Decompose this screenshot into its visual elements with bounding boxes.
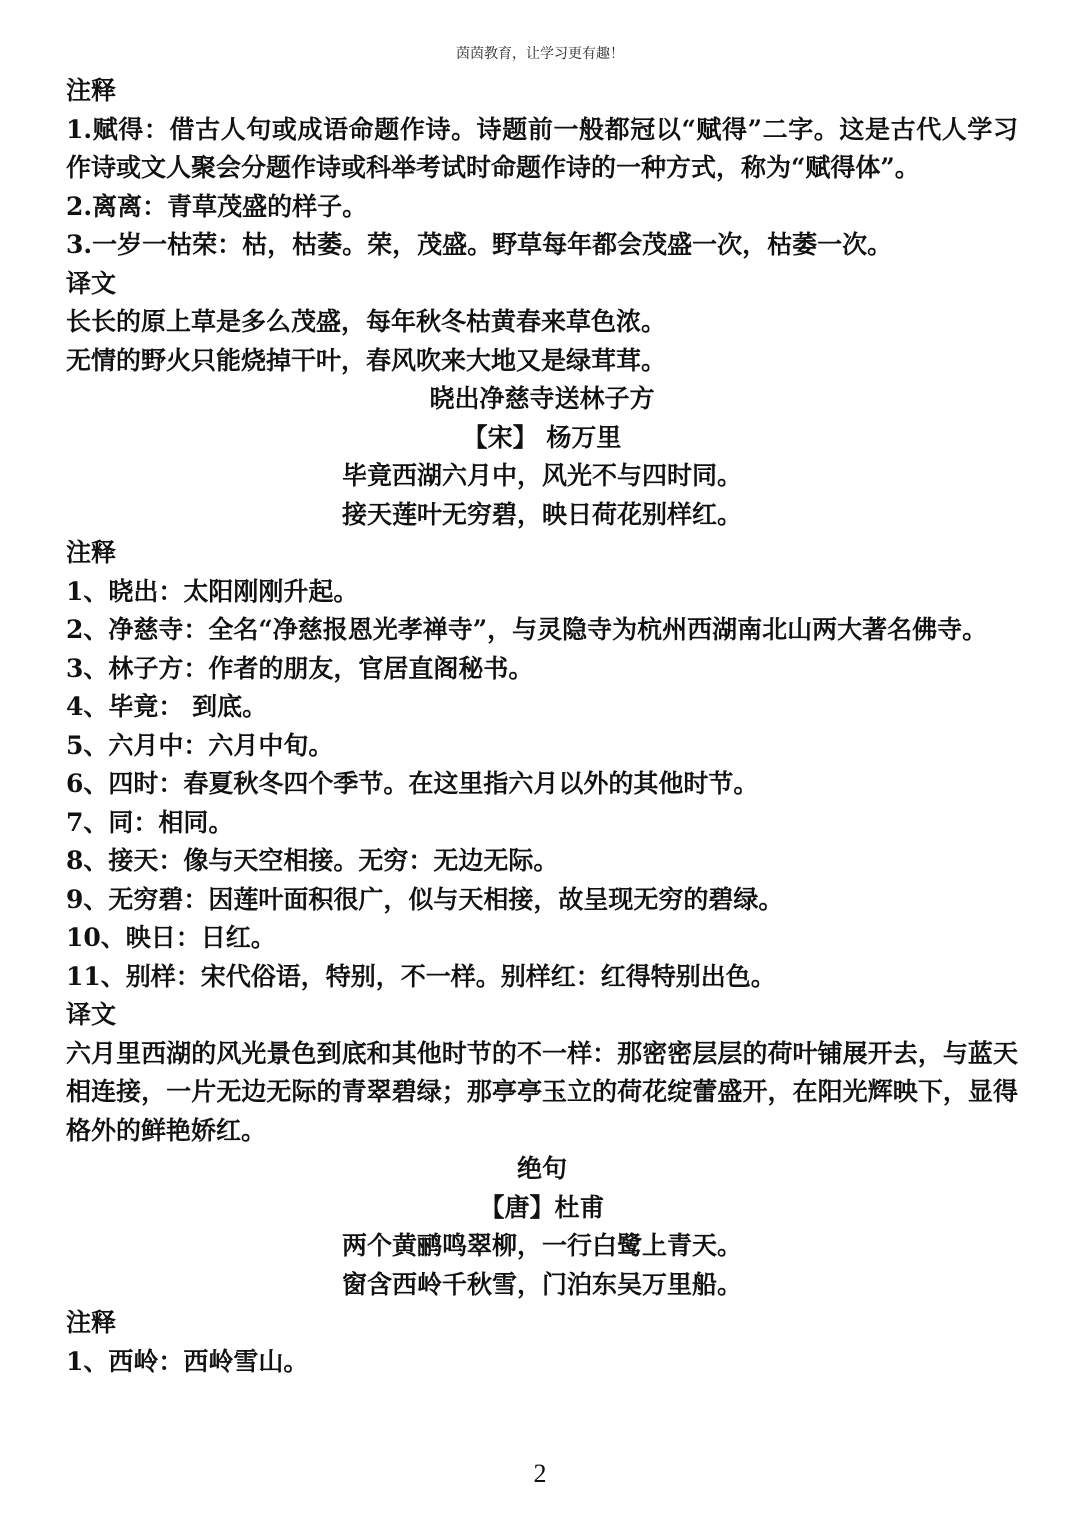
note-item: 3、林子方：作者的朋友，官居直阁秘书。 [66, 653, 534, 683]
translation-line: 长长的原上草是多么茂盛，每年秋冬枯黄春来草色浓。 [66, 307, 667, 336]
note-item: 1、西岭：西岭雪山。 [66, 1346, 309, 1376]
notes-heading: 注释 [66, 76, 117, 105]
translation-heading: 译文 [66, 268, 117, 298]
note-item: 6、四时：春夏秋冬四个季节。在这里指六月以外的其他时节。 [66, 769, 759, 798]
poem-line: 毕竟西湖六月中，风光不与四时同。 [341, 461, 742, 490]
poem-title: 晓出净慈寺送林子方 [429, 384, 655, 413]
note-item: 11、别样：宋代俗语，特别，不一样。别样红：红得特别出色。 [66, 961, 776, 991]
note-item: 1.赋得：借古人句或成语命题作诗。诗题前一般都冠以“赋得”二字。这是古代人学习作诗或文人聚会分题作诗或科举考试时命题作诗的一种方式，称为“赋得体”。 [66, 114, 1018, 182]
note-item: 5、六月中：六月中旬。 [66, 730, 334, 760]
translation-paragraph: 六月里西湖的风光景色到底和其他时节的不一样：那密密层层的荷叶铺展开去，与蓝天相连接，一片无边无际的青翠碧绿；那亭亭玉立的荷花绽蕾盛开，在阳光辉映下，显得格外的鲜艳娇红。 [66, 1038, 1018, 1145]
note-item: 8、接天：像与天空相接。无穷：无边无际。 [66, 846, 559, 875]
poem-author: 【宋】 杨万里 [462, 422, 622, 452]
note-item: 2、净慈寺：全名“净慈报恩光孝禅寺”，与灵隐寺为杭州西湖南北山两大著名佛寺。 [66, 615, 988, 644]
note-item: 1、晓出：太阳刚刚升起。 [66, 576, 359, 606]
notes-heading: 注释 [66, 1308, 117, 1337]
poem-line: 窗含西岭千秋雪，门泊东吴万里船。 [341, 1269, 742, 1299]
poem-title: 绝句 [516, 1154, 567, 1183]
translation-line: 无情的野火只能烧掉干叶，春风吹来大地又是绿茸茸。 [66, 345, 667, 375]
note-item: 3.一岁一枯荣：枯，枯萎。荣，茂盛。野草每年都会茂盛一次，枯萎一次。 [66, 230, 893, 259]
poem-line: 接天莲叶无穷碧，映日荷花别样红。 [341, 499, 742, 529]
poem-author: 【唐】杜甫 [479, 1192, 605, 1222]
page-number: 2 [533, 1459, 547, 1488]
note-item: 10、映日：日红。 [66, 923, 276, 952]
document-body [66, 72, 1018, 1381]
translation-heading: 译文 [66, 1000, 117, 1029]
notes-heading: 注释 [66, 538, 117, 567]
note-item: 9、无穷碧：因莲叶面积很广，似与天相接，故呈现无穷的碧绿。 [66, 884, 784, 914]
poem-line: 两个黄鹂鸣翠柳，一行白鹭上青天。 [341, 1231, 742, 1260]
note-item: 2.离离：青草茂盛的样子。 [66, 191, 368, 221]
note-item: 7、同：相同。 [66, 807, 234, 837]
page-header: 茵茵教育，让学习更有趣！ [456, 46, 624, 62]
note-item: 4、毕竟： 到底。 [66, 692, 268, 721]
